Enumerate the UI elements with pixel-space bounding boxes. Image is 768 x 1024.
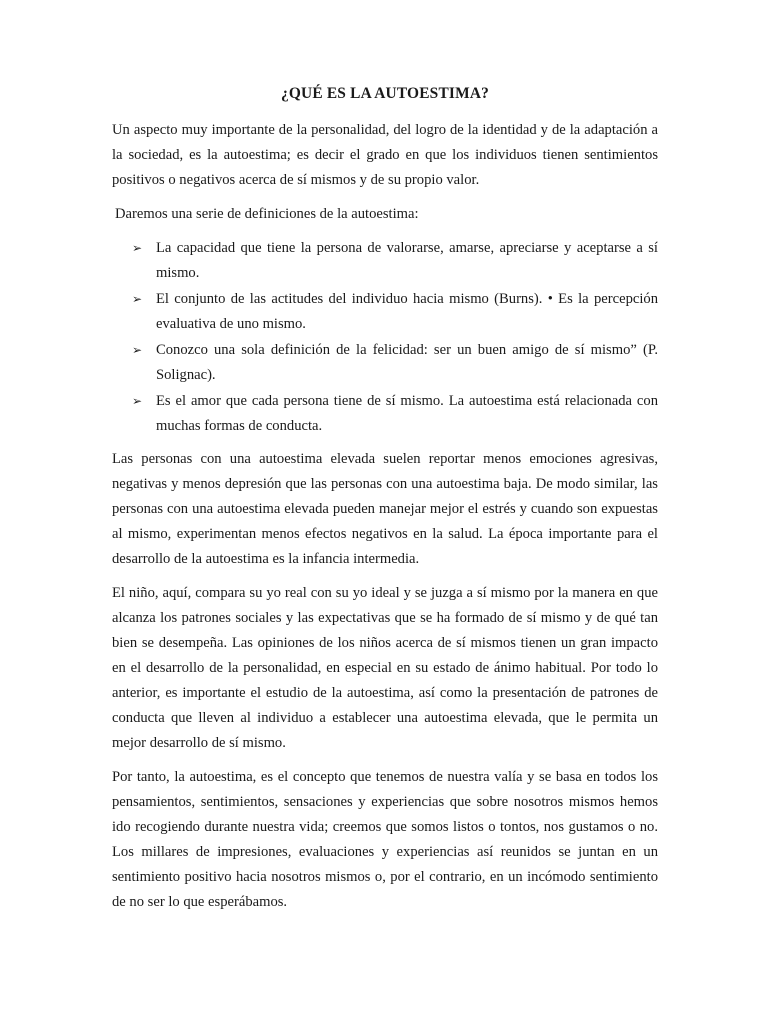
document-page (112, 82, 658, 924)
paragraph-conclusion: Por tanto, la autoestima, es el concepto que tenemos de nuestra valía y se basa en todos los pensamientos, sentimientos, sensaciones y experiencias que sobre nosotros mismos hemos ido recogiendo durante nuestra vida; creemos que somos listos o tontos, nos gustamos o no. Los millares de impresiones, evaluaciones y experiencias así reunidos se juntan en un sentimiento positivo hacia nosotros mismos o, por el contrario, en un incómodo sentimiento de no ser lo que esperábamos. (112, 769, 658, 910)
definitions-list (112, 236, 658, 439)
list-item (132, 287, 658, 337)
list-item-text: El conjunto de las actitudes del individuo hacia mismo (Burns). • Es la percepción evaluativa de uno mismo. (156, 291, 658, 332)
paragraph-high-self-esteem: Las personas con una autoestima elevada suelen reportar menos emociones agresivas, negativas y menos depresión que las personas con una autoestima baja. De modo similar, las personas con una autoestima elevada pueden manejar mejor el estrés y cuando son expuestas al mismo, experimentan menos efectos negativos en la salud. La época importante para el desarrollo de la autoestima es la infancia intermedia. (112, 451, 658, 567)
list-item-text: La capacidad que tiene la persona de valorarse, amarse, apreciarse y aceptarse a sí mismo. (156, 240, 658, 281)
definitions-intro: Daremos una serie de definiciones de la autoestima: (115, 206, 419, 222)
list-item-text: Es el amor que cada persona tiene de sí mismo. La autoestima está relacionada con muchas formas de conducta. (156, 393, 658, 434)
arrowhead-bullet-icon: ➢ (132, 394, 143, 408)
paragraph-child-self-image: El niño, aquí, compara su yo real con su yo ideal y se juzga a sí mismo por la manera en que alcanza los patrones sociales y las expectativas que se ha formado de sí mismo y de qué tan bien se desempeña. Las opiniones de los niños acerca de sí mismos tienen un gran impacto en el desarrollo de la personalidad, en especial en su estado de ánimo habitual. Por todo lo anterior, es importante el estudio de la autoestima, así como la presentación de patrones de conducta que lleven al individuo a establecer una autoestima elevada, que le permita un mejor desarrollo de sí mismo. (112, 585, 658, 751)
paragraph-intro: Un aspecto muy importante de la personalidad, del logro de la identidad y de la adaptación a la sociedad, es la autoestima; es decir el grado en que los individuos tienen sentimientos positivos o negativos acerca de sí mismos y de su propio valor. (112, 122, 658, 188)
arrowhead-bullet-icon: ➢ (132, 241, 143, 255)
arrowhead-bullet-icon: ➢ (132, 292, 143, 306)
arrowhead-bullet-icon: ➢ (132, 343, 143, 357)
list-item (132, 338, 658, 388)
document-title: ¿QUÉ ES LA AUTOESTIMA? (280, 85, 490, 102)
list-item (132, 389, 658, 439)
list-item-text: Conozco una sola definición de la felicidad: ser un buen amigo de sí mismo” (P. Solignac). (156, 342, 658, 383)
list-item (132, 236, 658, 286)
